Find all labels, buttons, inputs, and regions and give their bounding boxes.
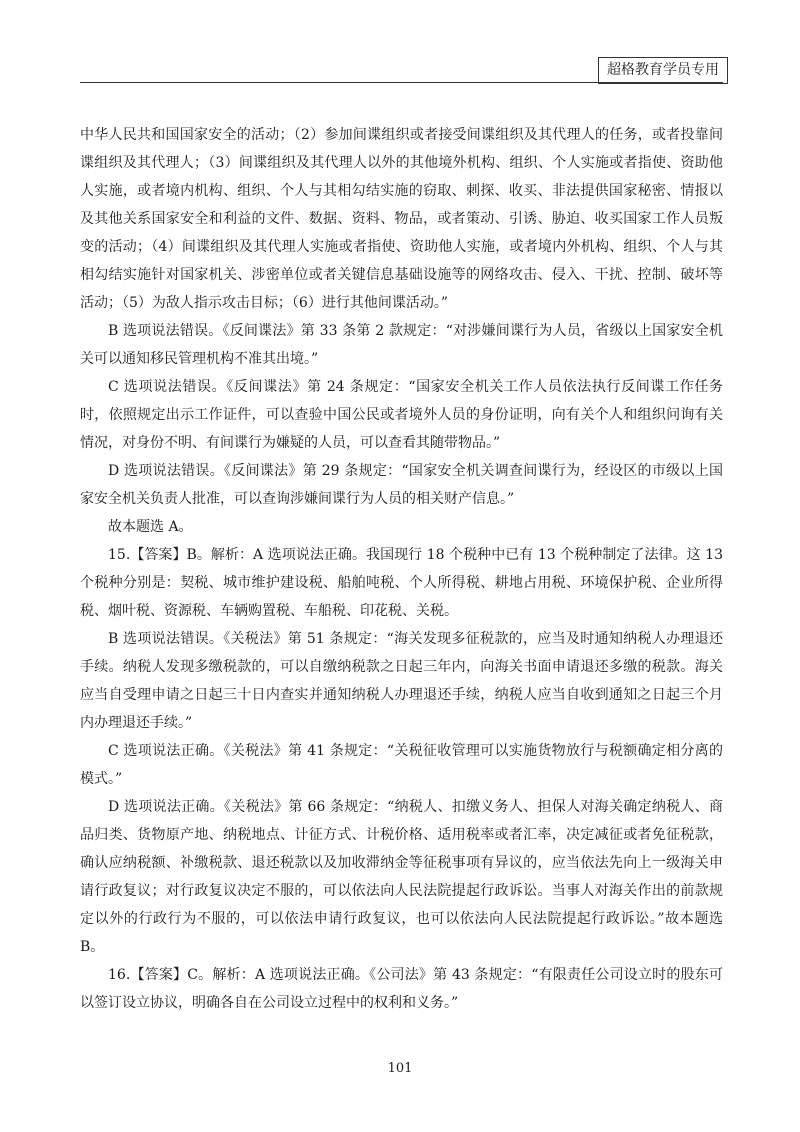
header-divider: [80, 82, 723, 83]
paragraph-conclusion-q14: 故本题选 A。: [108, 519, 193, 535]
paragraph-option-b-q15: B 选项说法错误。《关税法》第 51 条规定：“海关发现多征税款的，应当及时通知纳税人办理退还手续。纳税人发现多缴税款的，可以自缴纳税款之日起三年内，向海关书面申请退还多缴的税款。海关应当自受理申请之日起三十日内查实并通知纳税人办理退还手续，纳税人应当自收到通知之日起三个月内办理退还手续。”: [80, 631, 723, 731]
paragraph-continuation: 中华人民共和国国家安全的活动；（2）参加间谍组织或者接受间谍组织及其代理人的任务，或者投靠间谍组织及其代理人；（3）间谍组织及其代理人以外的其他境外机构、组织、个人实施或者指使、资助他人实施，或者境内机构、组织、个人与其相勾结实施的窃取、刺探、收买、非法提供国家秘密、情报以及其他关系国家安全和利益的文件、数据、资料、物品，或者策动、引诱、胁迫、收买国家工作人员叛变的活动；（4）间谍组织及其代理人实施或者指使、资助他人实施，或者境内外机构、组织、个人与其相勾结实施针对国家机关、涉密单位或者关键信息基础设施等的网络攻击、侵入、干扰、控制、破坏等活动；（5）为敌人指示攻击目标；（6）进行其他间谍活动。”: [80, 127, 723, 311]
paragraph-option-c-q15: C 选项说法正确。《关税法》第 41 条规定：“关税征收管理可以实施货物放行与税额确定相分离的模式。”: [80, 743, 723, 787]
paragraph-answer-q16: 16.【答案】C。解析：A 选项说法正确。《公司法》第 43 条规定：“有限责任公司设立时的股东可以签订设立协议，明确各自在公司设立过程中的权利和义务。”: [80, 967, 723, 1011]
paragraph-option-d-q14: D 选项说法错误。《反间谍法》第 29 条规定：“国家安全机关调查间谍行为，经设区的市级以上国家安全机关负责人批准，可以查询涉嫌间谍行为人员的相关财产信息。”: [80, 463, 723, 507]
document-body: [80, 121, 723, 1017]
paragraph-answer-q15: 15.【答案】B。解析：A 选项说法正确。我国现行 18 个税种中已有 13 个税种制定了法律。这 13 个税种分别是：契税、城市维护建设税、船舶吨税、个人所得税、耕地占用税、环境保护税、企业所得税、烟叶税、资源税、车辆购置税、车船税、印花税、关税。: [80, 547, 723, 619]
paragraph-option-d-q15: D 选项说法正确。《关税法》第 66 条规定：“纳税人、扣缴义务人、担保人对海关确定纳税人、商品归类、货物原产地、纳税地点、计征方式、计税价格、适用税率或者汇率，决定减征或者免征税款，确认应纳税额、补缴税款、退还税款以及加收滞纳金等征税事项有异议的，应当依法先向上一级海关申请行政复议；对行政复议决定不服的，可以依法向人民法院提起行政诉讼。当事人对海关作出的前款规定以外的行政行为不服的，可以依法申请行政复议，也可以依法向人民法院提起行政诉讼。”故本题选 B。: [80, 799, 723, 955]
header-badge: 超格教育学员专用: [598, 57, 728, 84]
paragraph-option-b-q14: B 选项说法错误。《反间谍法》第 33 条第 2 款规定：“对涉嫌间谍行为人员，省级以上国家安全机关可以通知移民管理机构不准其出境。”: [80, 323, 723, 367]
paragraph-option-c-q14: C 选项说法错误。《反间谍法》第 24 条规定：“国家安全机关工作人员依法执行反间谍工作任务时，依照规定出示工作证件，可以查验中国公民或者境外人员的身份证明，向有关个人和组织问询有关情况，对身份不明、有间谍行为嫌疑的人员，可以查看其随带物品。”: [80, 379, 723, 451]
page-number: 101: [387, 1061, 413, 1076]
